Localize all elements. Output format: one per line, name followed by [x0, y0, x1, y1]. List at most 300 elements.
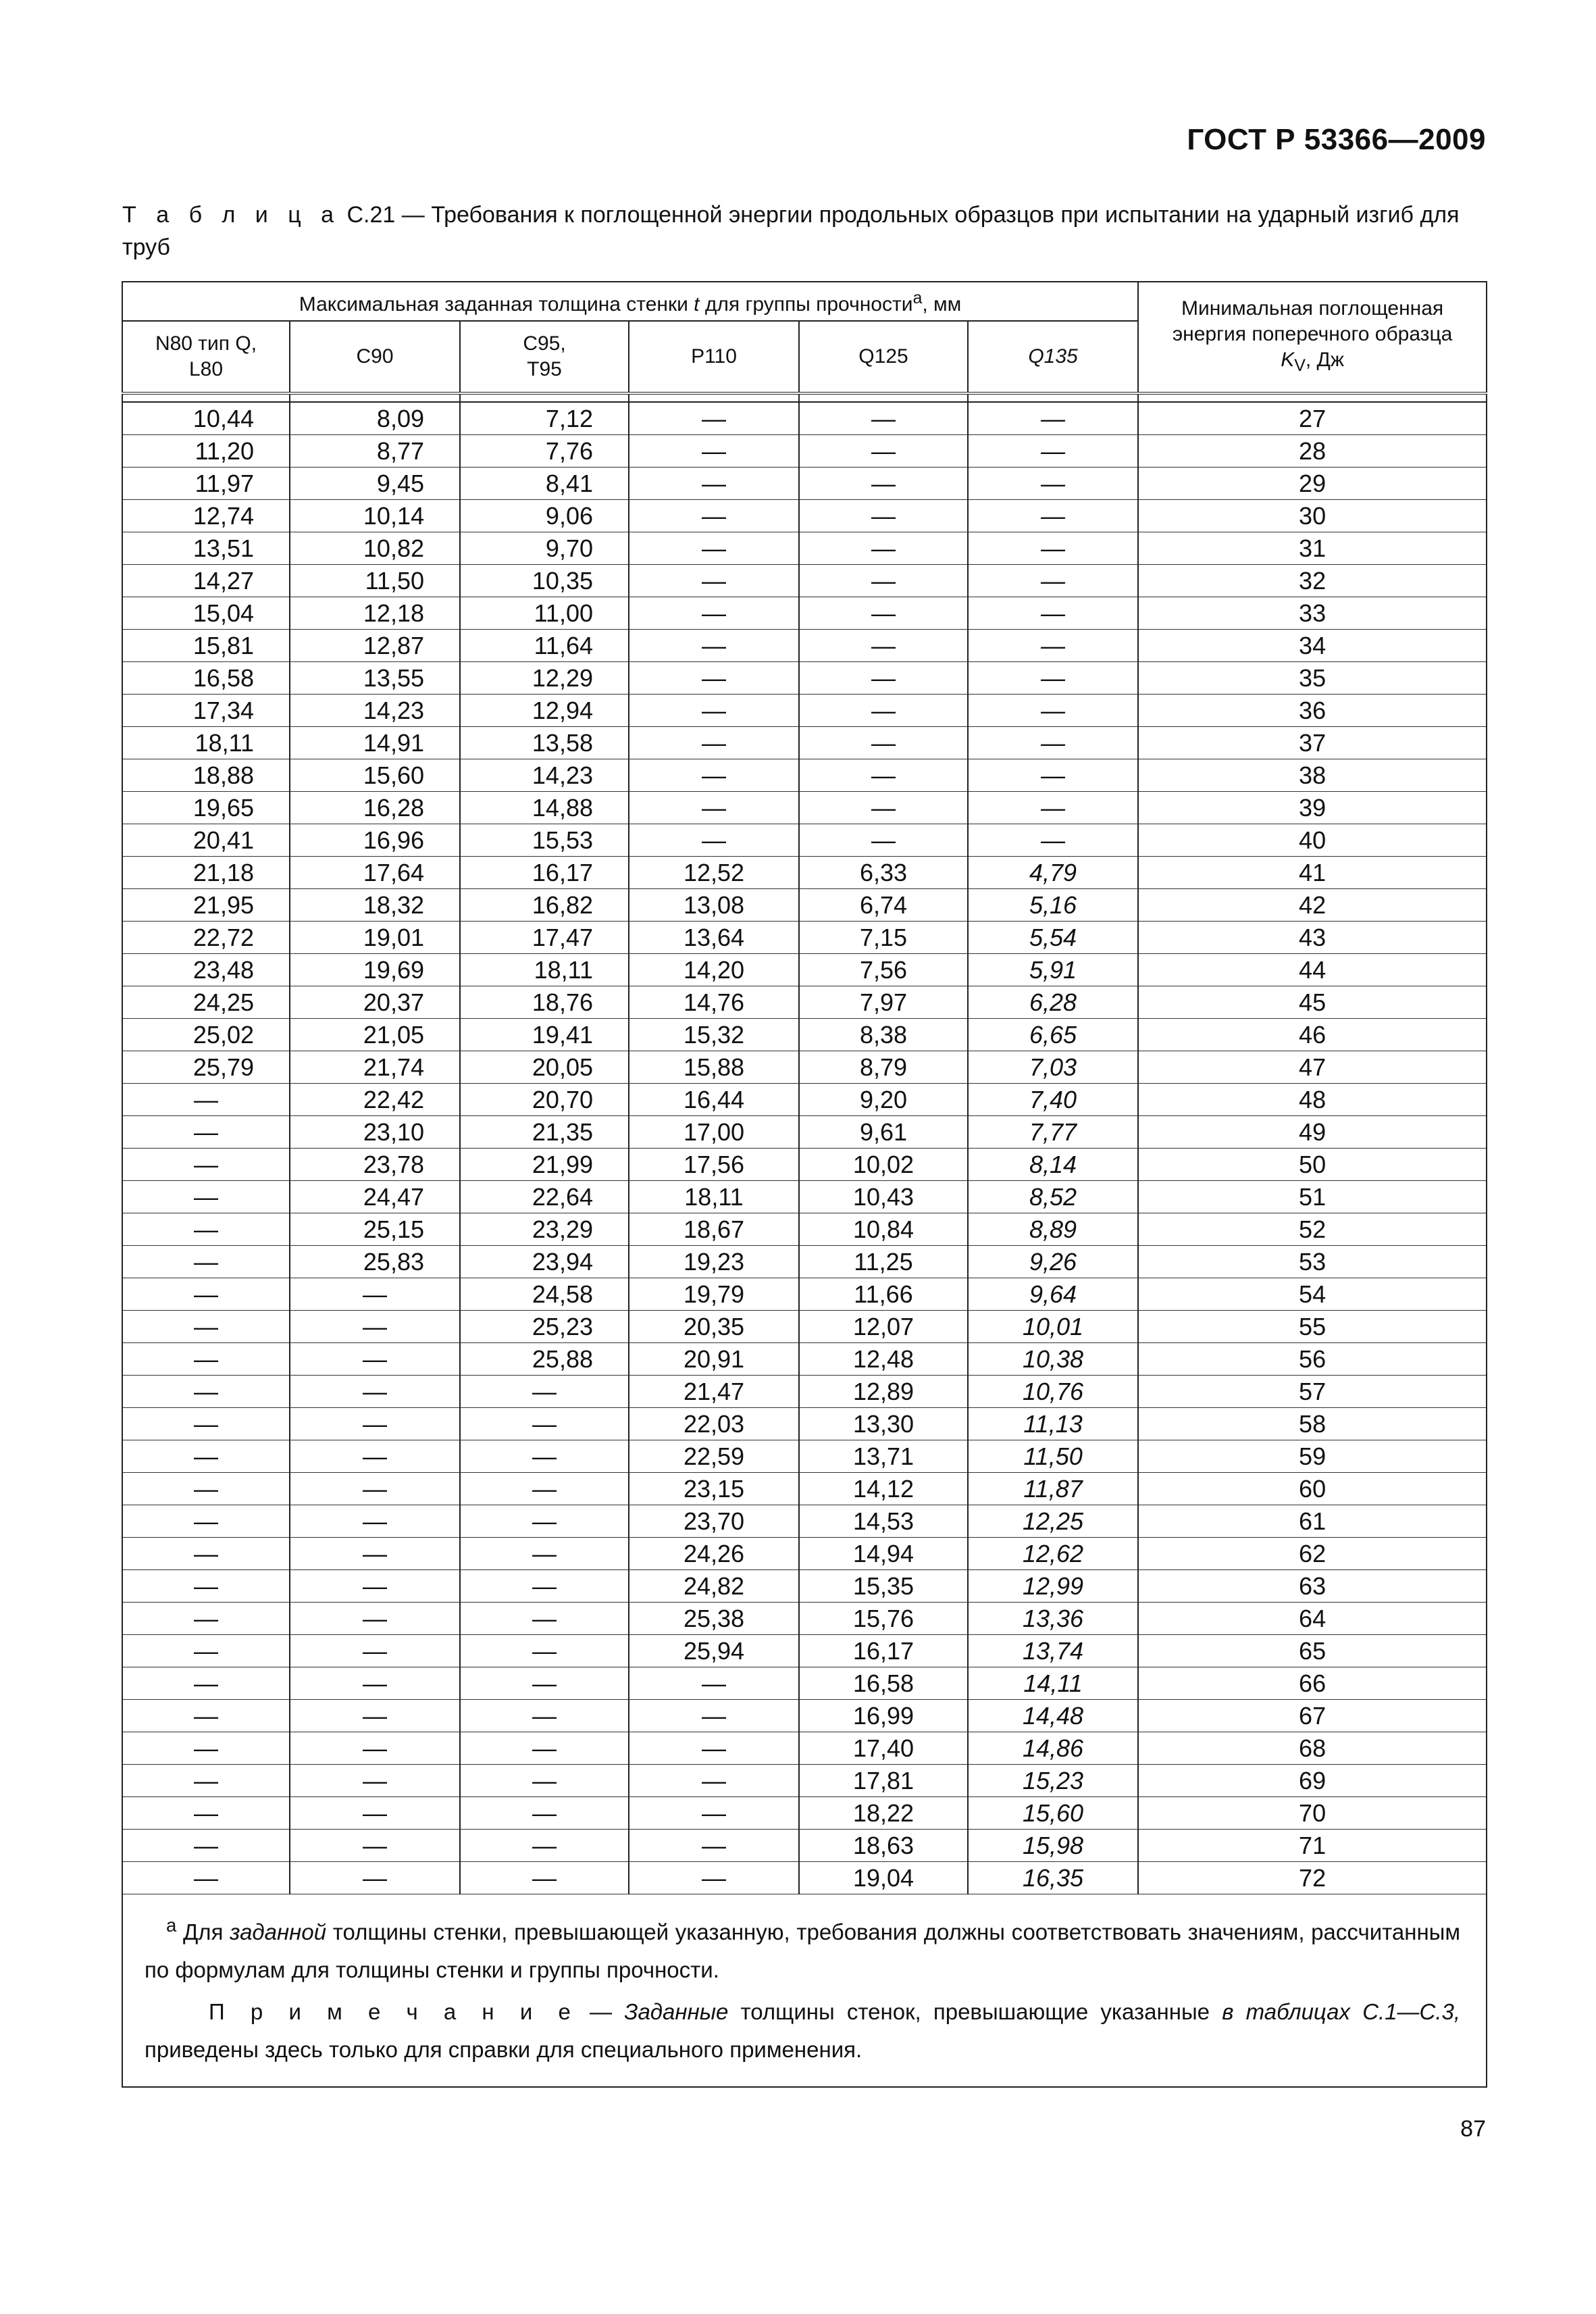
table-cell: — [968, 792, 1138, 824]
table-cell: 10,43 [799, 1181, 968, 1213]
table-cell: — [629, 759, 799, 792]
table-cell: 13,51 [122, 532, 290, 565]
table-cell: 15,81 [122, 630, 290, 662]
col-header-q125: Q125 [799, 321, 968, 393]
table-cell: 8,09 [290, 402, 460, 435]
page-number: 87 [1460, 2116, 1486, 2142]
table-cell: 66 [1138, 1667, 1487, 1700]
table-cell: 49 [1138, 1116, 1487, 1149]
table-cell: 22,42 [290, 1084, 460, 1116]
table-cell: 25,83 [290, 1246, 460, 1278]
table-row [122, 1019, 1487, 1051]
table-cell: 33 [1138, 597, 1487, 630]
table-cell: 9,26 [968, 1246, 1138, 1278]
table-cell: 5,54 [968, 922, 1138, 954]
col-header-n80: N80 тип Q, L80 [122, 321, 290, 393]
table-cell: 21,95 [122, 889, 290, 922]
table-row [122, 1473, 1487, 1505]
table-cell: — [290, 1570, 460, 1603]
table-cell: 13,08 [629, 889, 799, 922]
table-cell: 62 [1138, 1538, 1487, 1570]
table-cell: — [290, 1278, 460, 1311]
table-row [122, 1246, 1487, 1278]
table-cell: 24,47 [290, 1181, 460, 1213]
table-cell: — [968, 468, 1138, 500]
table-cell: 16,58 [799, 1667, 968, 1700]
table-cell: 43 [1138, 922, 1487, 954]
table-row [122, 1830, 1487, 1862]
table-row [122, 889, 1487, 922]
table-cell: 11,00 [460, 597, 629, 630]
table-cell: 12,07 [799, 1311, 968, 1343]
table-cell: — [460, 1376, 629, 1408]
table-cell: — [968, 824, 1138, 857]
table-cell: 17,81 [799, 1765, 968, 1797]
table-cell: — [122, 1732, 290, 1765]
table-cell: — [122, 1830, 290, 1862]
table-cell: 7,77 [968, 1116, 1138, 1149]
table-cell: 14,11 [968, 1667, 1138, 1700]
table-cell: — [629, 630, 799, 662]
table-cell: 13,55 [290, 662, 460, 695]
table-cell: 21,18 [122, 857, 290, 889]
table-cell: 9,61 [799, 1116, 968, 1149]
table-cell: 14,20 [629, 954, 799, 986]
table-cell: 12,52 [629, 857, 799, 889]
table-cell: — [799, 597, 968, 630]
table-cell: 69 [1138, 1765, 1487, 1797]
table-cell: — [122, 1667, 290, 1700]
table-cell: — [460, 1603, 629, 1635]
table-cell: 10,14 [290, 500, 460, 532]
document-code: ГОСТ Р 53366—2009 [1187, 123, 1486, 156]
table-cell: 68 [1138, 1732, 1487, 1765]
table-cell: — [968, 759, 1138, 792]
table-cell: — [122, 1700, 290, 1732]
table-cell: 23,10 [290, 1116, 460, 1149]
table-cell: 9,64 [968, 1278, 1138, 1311]
table-cell: 13,36 [968, 1603, 1138, 1635]
table-cell: — [290, 1797, 460, 1830]
table-cell: 17,00 [629, 1116, 799, 1149]
table-cell: — [799, 792, 968, 824]
table-cell: 12,74 [122, 500, 290, 532]
table-cell: — [460, 1797, 629, 1830]
table-cell: — [968, 662, 1138, 695]
table-cell: 27 [1138, 402, 1487, 435]
table-row [122, 1765, 1487, 1797]
table-cell: 11,13 [968, 1408, 1138, 1440]
table-cell: 8,41 [460, 468, 629, 500]
table-row [122, 1505, 1487, 1538]
table-cell: 35 [1138, 662, 1487, 695]
table-cell: 47 [1138, 1051, 1487, 1084]
table-cell: — [122, 1635, 290, 1667]
table-cell: 41 [1138, 857, 1487, 889]
table-body [122, 402, 1487, 1894]
table-cell: — [968, 727, 1138, 759]
table-cell: 23,29 [460, 1213, 629, 1246]
table-cell: 48 [1138, 1084, 1487, 1116]
table-cell: 10,02 [799, 1149, 968, 1181]
table-cell: 7,97 [799, 986, 968, 1019]
table-cell: 11,87 [968, 1473, 1138, 1505]
table-row [122, 435, 1487, 468]
table-cell: — [122, 1311, 290, 1343]
table-cell: 20,05 [460, 1051, 629, 1084]
table-cell: 12,89 [799, 1376, 968, 1408]
table-cell: 14,94 [799, 1538, 968, 1570]
table-cell: — [968, 500, 1138, 532]
table-row [122, 662, 1487, 695]
table-cell: 11,50 [290, 565, 460, 597]
table-cell: 16,44 [629, 1084, 799, 1116]
table-cell: — [122, 1116, 290, 1149]
table-cell: — [629, 532, 799, 565]
table-cell: 20,70 [460, 1084, 629, 1116]
table-caption [122, 199, 1487, 263]
table-cell: 16,96 [290, 824, 460, 857]
table-cell: — [290, 1408, 460, 1440]
table-cell: 21,35 [460, 1116, 629, 1149]
table-row [122, 792, 1487, 824]
table-cell: — [460, 1830, 629, 1862]
table-cell: — [460, 1505, 629, 1538]
table-cell: 23,15 [629, 1473, 799, 1505]
table-cell: — [629, 662, 799, 695]
table-row [122, 1538, 1487, 1570]
table-cell: 9,70 [460, 532, 629, 565]
table-cell: 17,34 [122, 695, 290, 727]
caption-label: Т а б л и ц а [122, 202, 341, 228]
table-cell: 53 [1138, 1246, 1487, 1278]
table-cell: 10,44 [122, 402, 290, 435]
table-cell: — [290, 1311, 460, 1343]
table-cell: 60 [1138, 1473, 1487, 1505]
table-cell: 7,40 [968, 1084, 1138, 1116]
table-cell: 14,76 [629, 986, 799, 1019]
table-cell: — [122, 1246, 290, 1278]
table-cell: 9,06 [460, 500, 629, 532]
table-cell: 13,71 [799, 1440, 968, 1473]
table-cell: — [629, 565, 799, 597]
table-cell: 72 [1138, 1862, 1487, 1894]
table-cell: — [799, 662, 968, 695]
table-cell: 42 [1138, 889, 1487, 922]
table-cell: 20,41 [122, 824, 290, 857]
table-cell: — [460, 1635, 629, 1667]
table-cell: — [799, 695, 968, 727]
table-cell: 38 [1138, 759, 1487, 792]
table-cell: 9,45 [290, 468, 460, 500]
table-cell: 28 [1138, 435, 1487, 468]
table-cell: 25,15 [290, 1213, 460, 1246]
table-cell: 36 [1138, 695, 1487, 727]
table-cell: 23,78 [290, 1149, 460, 1181]
table-cell: — [629, 402, 799, 435]
table-cell: — [629, 792, 799, 824]
table-cell: 10,35 [460, 565, 629, 597]
table-cell: 10,82 [290, 532, 460, 565]
table-cell: 7,15 [799, 922, 968, 954]
table-cell: — [122, 1765, 290, 1797]
table-cell: 8,14 [968, 1149, 1138, 1181]
table-cell: — [799, 468, 968, 500]
table-row [122, 597, 1487, 630]
table-row [122, 1376, 1487, 1408]
table-cell: 25,38 [629, 1603, 799, 1635]
table-cell: 7,76 [460, 435, 629, 468]
table-row [122, 922, 1487, 954]
col-header-c95: С95, Т95 [460, 321, 629, 393]
table-cell: — [460, 1408, 629, 1440]
table-cell: 12,62 [968, 1538, 1138, 1570]
table-cell: 45 [1138, 986, 1487, 1019]
table-cell: 8,38 [799, 1019, 968, 1051]
table-cell: 23,48 [122, 954, 290, 986]
table-cell: 7,56 [799, 954, 968, 986]
table-cell: — [122, 1149, 290, 1181]
table-cell: 18,76 [460, 986, 629, 1019]
table-cell: — [968, 695, 1138, 727]
table-cell: 18,11 [629, 1181, 799, 1213]
table-cell: — [629, 500, 799, 532]
table-cell: — [122, 1603, 290, 1635]
table-cell: 22,64 [460, 1181, 629, 1213]
table-cell: 19,04 [799, 1862, 968, 1894]
table-cell: 13,74 [968, 1635, 1138, 1667]
table-cell: 63 [1138, 1570, 1487, 1603]
table-cell: 8,77 [290, 435, 460, 468]
table-cell: 40 [1138, 824, 1487, 857]
table-cell: — [122, 1505, 290, 1538]
table-cell: 51 [1138, 1181, 1487, 1213]
table-cell: 32 [1138, 565, 1487, 597]
table-cell: 58 [1138, 1408, 1487, 1440]
table-cell: 15,53 [460, 824, 629, 857]
table-cell: 25,23 [460, 1311, 629, 1343]
table-cell: 14,88 [460, 792, 629, 824]
table-cell: — [460, 1700, 629, 1732]
table-row [122, 1213, 1487, 1246]
table-cell: 23,70 [629, 1505, 799, 1538]
table-cell: 5,16 [968, 889, 1138, 922]
footnote-a: $^а$ Для заданной толщины стенки, превышающей указанную, требования должны соответствовать значениям, рассчитанным по формулам для толщины стенки и группы прочности. [145, 1915, 1461, 1982]
table-cell: 56 [1138, 1343, 1487, 1376]
table-cell: — [460, 1440, 629, 1473]
table-row [122, 1700, 1487, 1732]
table-cell: 65 [1138, 1635, 1487, 1667]
table-cell: 15,32 [629, 1019, 799, 1051]
table-cell: 24,26 [629, 1538, 799, 1570]
table-row [122, 1181, 1487, 1213]
col-header-q135: Q135 [968, 321, 1138, 393]
table-cell: 52 [1138, 1213, 1487, 1246]
table-cell: — [290, 1538, 460, 1570]
table-row [122, 565, 1487, 597]
table-row [122, 1084, 1487, 1116]
table-cell: 19,01 [290, 922, 460, 954]
energy-requirements-table [122, 281, 1487, 2088]
table-cell: — [122, 1278, 290, 1311]
table-cell: 15,35 [799, 1570, 968, 1603]
table-cell: 14,23 [460, 759, 629, 792]
table-cell: 17,56 [629, 1149, 799, 1181]
caption-number: С.21 [346, 202, 396, 228]
table-cell: — [799, 824, 968, 857]
table-cell: — [290, 1376, 460, 1408]
table-cell: 14,48 [968, 1700, 1138, 1732]
table-cell: — [290, 1505, 460, 1538]
table-cell: — [968, 630, 1138, 662]
table-cell: — [629, 1765, 799, 1797]
table-cell: 20,91 [629, 1343, 799, 1376]
table-cell: — [968, 565, 1138, 597]
table-cell: 19,23 [629, 1246, 799, 1278]
table-cell: 17,47 [460, 922, 629, 954]
table-cell: 21,47 [629, 1376, 799, 1408]
table-cell: 11,50 [968, 1440, 1138, 1473]
table-row [122, 1408, 1487, 1440]
table-cell: 16,35 [968, 1862, 1138, 1894]
table-row [122, 402, 1487, 435]
table-row [122, 1667, 1487, 1700]
table-cell: 70 [1138, 1797, 1487, 1830]
table-cell: 46 [1138, 1019, 1487, 1051]
table-cell: — [460, 1732, 629, 1765]
table-cell: 12,48 [799, 1343, 968, 1376]
table-cell: 20,35 [629, 1311, 799, 1343]
table-cell: — [799, 565, 968, 597]
table-cell: 15,98 [968, 1830, 1138, 1862]
table-cell: — [290, 1765, 460, 1797]
table-cell: — [968, 532, 1138, 565]
table-row [122, 759, 1487, 792]
table-row [122, 1149, 1487, 1181]
table-cell: 10,84 [799, 1213, 968, 1246]
table-footnotes [122, 1894, 1487, 2088]
table-row [122, 1732, 1487, 1765]
table-cell: 22,03 [629, 1408, 799, 1440]
table-row [122, 1311, 1487, 1343]
table-cell: 25,88 [460, 1343, 629, 1376]
table-cell: 8,52 [968, 1181, 1138, 1213]
table-cell: 17,40 [799, 1732, 968, 1765]
table-row [122, 532, 1487, 565]
table-cell: 34 [1138, 630, 1487, 662]
table-cell: 14,53 [799, 1505, 968, 1538]
table-cell: — [122, 1570, 290, 1603]
table-row [122, 857, 1487, 889]
table-cell: 7,12 [460, 402, 629, 435]
table-row [122, 1343, 1487, 1376]
col-header-c90: С90 [290, 321, 460, 393]
table-cell: — [290, 1700, 460, 1732]
table-cell: 25,79 [122, 1051, 290, 1084]
table-cell: — [290, 1440, 460, 1473]
table-cell: 61 [1138, 1505, 1487, 1538]
requirements-table-wrapper [122, 281, 1486, 2088]
table-cell: 7,03 [968, 1051, 1138, 1084]
table-cell: — [460, 1473, 629, 1505]
table-cell: 57 [1138, 1376, 1487, 1408]
table-cell: — [629, 695, 799, 727]
table-cell: — [460, 1570, 629, 1603]
table-cell: — [122, 1797, 290, 1830]
table-cell: 11,64 [460, 630, 629, 662]
table-cell: 6,74 [799, 889, 968, 922]
thickness-group-header: Максимальная заданная толщина стенки t для группы прочности$^а$, мм [122, 282, 1138, 321]
table-cell: 21,74 [290, 1051, 460, 1084]
table-cell: — [290, 1473, 460, 1505]
table-row [122, 1116, 1487, 1149]
table-cell: 64 [1138, 1603, 1487, 1635]
table-cell: — [629, 727, 799, 759]
table-cell: 15,04 [122, 597, 290, 630]
table-cell: 44 [1138, 954, 1487, 986]
table-cell: 13,30 [799, 1408, 968, 1440]
table-cell: — [290, 1343, 460, 1376]
table-cell: — [799, 435, 968, 468]
table-cell: 21,99 [460, 1149, 629, 1181]
caption-text: — Требования к поглощенной энергии продольных образцов при испытании на ударный изгиб для труб [122, 202, 1460, 260]
table-cell: — [122, 1408, 290, 1440]
table-cell: 29 [1138, 468, 1487, 500]
table-cell: 23,94 [460, 1246, 629, 1278]
table-cell: 22,72 [122, 922, 290, 954]
table-row [122, 1051, 1487, 1084]
table-cell: 16,99 [799, 1700, 968, 1732]
table-cell: — [122, 1213, 290, 1246]
table-cell: 12,94 [460, 695, 629, 727]
table-cell: 13,64 [629, 922, 799, 954]
table-cell: 16,28 [290, 792, 460, 824]
table-cell: 15,60 [968, 1797, 1138, 1830]
table-cell: — [799, 630, 968, 662]
table-cell: 12,18 [290, 597, 460, 630]
table-cell: — [629, 824, 799, 857]
table-cell: — [290, 1732, 460, 1765]
table-cell: — [629, 435, 799, 468]
table-cell: 15,60 [290, 759, 460, 792]
table-cell: — [799, 727, 968, 759]
table-cell: 17,64 [290, 857, 460, 889]
table-row [122, 727, 1487, 759]
table-cell: 11,25 [799, 1246, 968, 1278]
table-cell: 24,25 [122, 986, 290, 1019]
table-cell: 16,17 [799, 1635, 968, 1667]
table-cell: 10,01 [968, 1311, 1138, 1343]
table-cell: 15,88 [629, 1051, 799, 1084]
table-cell: — [460, 1667, 629, 1700]
table-row [122, 1862, 1487, 1894]
table-cell: 25,02 [122, 1019, 290, 1051]
table-row [122, 986, 1487, 1019]
table-row [122, 695, 1487, 727]
table-cell: 12,25 [968, 1505, 1138, 1538]
table-cell: 18,32 [290, 889, 460, 922]
table-cell: 11,66 [799, 1278, 968, 1311]
table-cell: — [799, 500, 968, 532]
table-cell: 18,88 [122, 759, 290, 792]
table-cell: 16,17 [460, 857, 629, 889]
table-row [122, 468, 1487, 500]
table-row [122, 1278, 1487, 1311]
table-cell: 30 [1138, 500, 1487, 532]
table-cell: 11,20 [122, 435, 290, 468]
table-row [122, 1440, 1487, 1473]
table-row [122, 1635, 1487, 1667]
